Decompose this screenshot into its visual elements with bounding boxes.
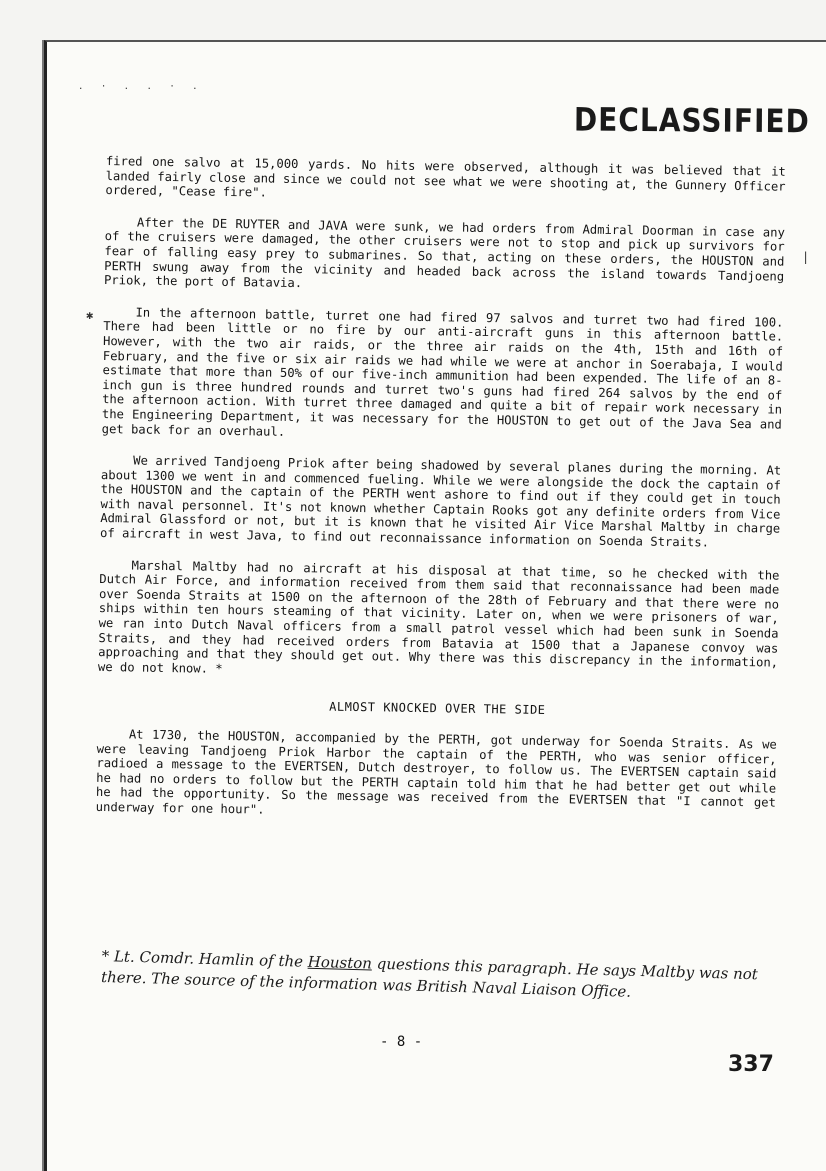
section-heading: ALMOST KNOCKED OVER THE SIDE [329, 699, 546, 718]
paragraph: We arrived Tandjoeng Priok after being shadowed by several planes during the morning. At about 1300 we went in and commenced fueling. While we were alongside the dock the captain of the HOUSTON and the captain of the PERTH went ashore to find out if they could get in touch with naval personnel. It's not known whether Captain Rooks got any definite orders from Vice Admiral Glassford or not, but it is known that he visited Air Vice Marshal Maltby in charge of aircraft in west Java, to find out reconnaissance information on Soenda Straits. [99, 453, 782, 550]
paragraph: In the afternoon battle, turret one had fired 97 salvos and turret two had fired 100. There had been little or no fire by our anti-aircraft guns in this afternoon battle. However, with the two air raids, or the three air raids on the 4th, 15th and 16th of February, and the five or six air raids we had while we were at anchor in Soerabaja, I would estimate that more than 50% of our five-inch ammunition had been expended. The life of an 8-inch gun is three hundred rounds and turret two's guns had fired 264 salvos by the end of the afternoon action. With turret three damaged and quite a bit of repair work necessary in the Engineering Department, it was necessary for the HOUSTON to get out of the Java Sea and get back for an overhaul. [101, 305, 784, 439]
archive-stamp-number: 337 [728, 1052, 774, 1077]
paragraph: Marshal Maltby had no aircraft at his disposal at that time, so he checked with the Dutch Air Force, and information received from them said that reconnaissance had been made over Soenda Straits at 1500 on the afternoon of the 28th of February and that there were no ships within ten hours steaming of that vicinity. Later on, when we were prisoners of war, we ran into Dutch Naval officers from a small patrol vessel which had been sunk in Soenda Straits, and they had received orders from Batavia at 1500 that a Japanese convoy was approaching and that they should get out. Why there was this discrepancy in the information, we do not know. * [97, 558, 780, 676]
paragraph: At 1730, the HOUSTON, accompanied by the PERTH, got underway for Soenda Straits. As we were leaving Tandjoeng Priok Harbor the captain of the PERTH, who was senior officer, radioed a message to the EVERTSEN, Dutch destroyer, to follow us. The EVERTSEN captain said he had no orders to follow but the PERTH captain told him that he had better get out while he had the opportunity. So the message was received from the EVERTSEN that "I cannot get underway for one hour". [95, 727, 777, 817]
paper-specks: . · . . · . [78, 82, 204, 92]
declassified-stamp: DECLASSIFIED [574, 100, 811, 141]
margin-mark: ✱ [86, 308, 94, 322]
handwritten-ship: Houston [307, 952, 373, 973]
paragraph: After the DE RUYTER and JAVA were sunk, we had orders from Admiral Doorman in case any of the cruisers were damaged, the other cruisers were not to stop and pick up survivors for fear of falling easy prey to submarines. So that, acting on these orders, the HOUSTON and PERTH swung away from the vicinity and headed back across the island towards Tandjoeng Priok, the port of Batavia. [103, 215, 785, 291]
handwritten-lead: * Lt. Comdr. Hamlin of the [101, 946, 304, 971]
body-text [95, 154, 786, 842]
handwritten-rest: questions this paragraph. He says Maltby was not there. The source of the information was British Naval Liaison Office. [100, 954, 759, 1001]
paragraph: fired one salvo at 15,000 yards. No hits were observed, although it was believed that it landed fairly close and since we could not see what we were shooting at, the Gunnery Officer ordered, "Cease fire". [105, 154, 786, 200]
margin-mark: | [802, 250, 810, 264]
page-number: - 8 - [380, 1034, 423, 1050]
